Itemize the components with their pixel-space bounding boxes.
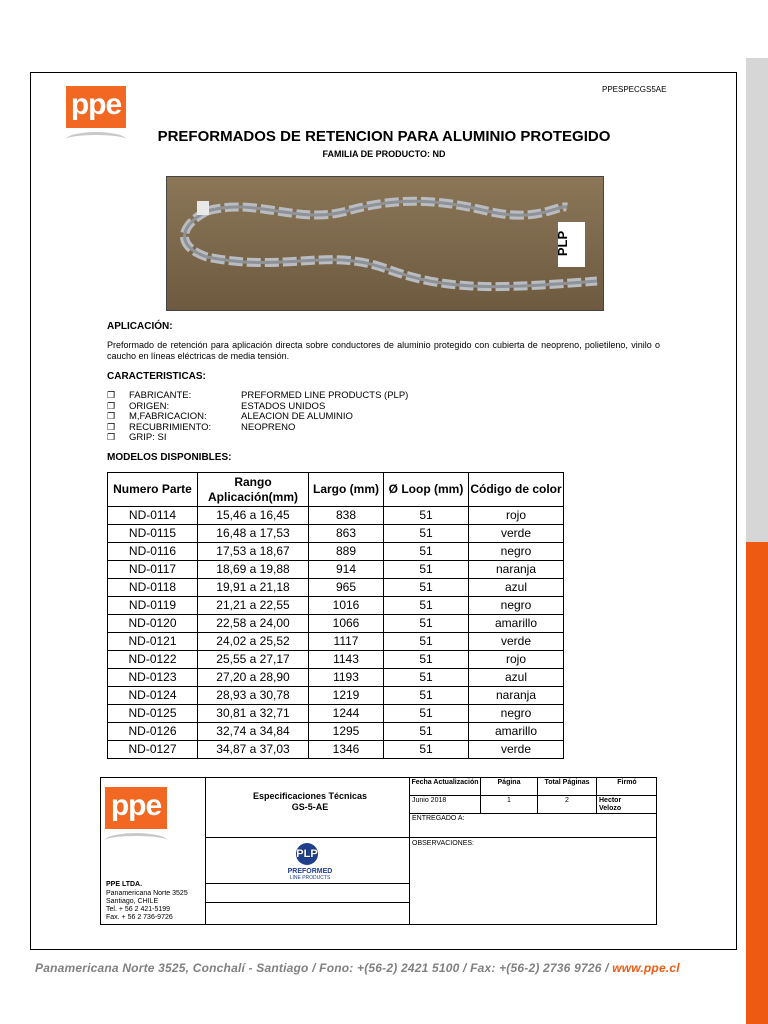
table-cell: 21,21 a 22,55 (198, 597, 309, 615)
table-row (108, 669, 564, 687)
column-header: Numero Parte (108, 473, 198, 507)
table-row (108, 615, 564, 633)
table-cell: amarillo (469, 615, 564, 633)
table-cell: ND-0120 (108, 615, 198, 633)
column-header: Ø Loop (mm) (384, 473, 469, 507)
table-cell: 51 (384, 669, 469, 687)
table-cell: naranja (469, 687, 564, 705)
table-cell: ND-0117 (108, 561, 198, 579)
table-cell: 838 (309, 507, 384, 525)
table-cell: 1193 (309, 669, 384, 687)
table-row (108, 579, 564, 597)
table-row (108, 687, 564, 705)
table-header-row (108, 473, 564, 507)
table-cell: 51 (384, 543, 469, 561)
footer-ppe-logo-text: ppe (110, 789, 162, 822)
footer-col-fecha: Fecha Actualización (411, 779, 479, 786)
table-cell: 1244 (309, 705, 384, 723)
column-header: Largo (mm) (309, 473, 384, 507)
table-cell: 51 (384, 579, 469, 597)
plp-logo-text: PLP (296, 848, 318, 860)
page-title: PREFORMADOS DE RETENCION PARA ALUMINIO PROTEGIDO (157, 128, 611, 145)
plp-tag-text: PLP (555, 230, 571, 257)
table-cell: ND-0125 (108, 705, 198, 723)
table-cell: ND-0126 (108, 723, 198, 741)
table-cell: 51 (384, 561, 469, 579)
table-cell: 51 (384, 687, 469, 705)
table-cell: 27,20 a 28,90 (198, 669, 309, 687)
table-cell: 25,55 a 27,17 (198, 651, 309, 669)
table-cell: verde (469, 633, 564, 651)
table-cell: verde (469, 741, 564, 759)
table-row (108, 633, 564, 651)
plp-caption-2: LINE PRODUCTS (289, 875, 331, 881)
table-cell: 17,53 a 18,67 (198, 543, 309, 561)
table-cell: amarillo (469, 723, 564, 741)
table-cell: verde (469, 525, 564, 543)
footer-col-pagina: Página (497, 779, 521, 786)
checkbox-bullet-icon (107, 423, 116, 432)
table-cell: ND-0114 (108, 507, 198, 525)
footer-col-total: Total Páginas (544, 779, 590, 786)
footer-total: 2 (565, 797, 569, 804)
models-heading: MODELOS DISPONIBLES: (107, 452, 232, 463)
table-cell: 32,74 a 34,84 (198, 723, 309, 741)
table-cell: 1066 (309, 615, 384, 633)
footer-observaciones: OBSERVACIONES: (412, 840, 474, 847)
ppe-logo-text: ppe (70, 88, 122, 121)
table-row (108, 741, 564, 759)
table-cell: negro (469, 705, 564, 723)
column-header: Rango Aplicación(mm) (198, 473, 309, 507)
table-cell: 24,02 a 25,52 (198, 633, 309, 651)
helical-retention-image (167, 177, 603, 310)
table-cell: azul (469, 669, 564, 687)
table-cell: 51 (384, 651, 469, 669)
models-table-body (108, 507, 564, 759)
table-cell: 863 (309, 525, 384, 543)
table-cell: 30,81 a 32,71 (198, 705, 309, 723)
checkbox-bullet-icon (107, 433, 116, 442)
table-cell: naranja (469, 561, 564, 579)
table-cell: azul (469, 579, 564, 597)
table-cell: 889 (309, 543, 384, 561)
company-address: Panamericana Norte 3525 Santiago, CHILE Tel. + 56 2 421-5199 Fax. + 56 2 736-9726 (106, 890, 188, 921)
characteristics-heading: CARACTERISTICAS: (107, 371, 206, 382)
table-cell: ND-0119 (108, 597, 198, 615)
table-cell: 1295 (309, 723, 384, 741)
table-cell: 51 (384, 705, 469, 723)
table-row (108, 507, 564, 525)
table-cell: ND-0115 (108, 525, 198, 543)
sidebar-orange-strip (746, 542, 768, 1024)
footer-col-firmo: Firmó (617, 779, 637, 786)
table-cell: 51 (384, 723, 469, 741)
application-text: Preformado de retención para aplicación directa sobre conductores de aluminio protegido con cubierta de neopreno, polietileno, vinilo o caucho en líneas eléctricas de media tensión. (107, 340, 660, 361)
table-cell: 51 (384, 615, 469, 633)
application-heading: APLICACIÓN: (107, 321, 173, 332)
contact-address: Panamericana Norte 3525, Conchalí - Santiago / Fono: +(56-2) 2421 5100 / Fax: +(56-2) 2736 9726 / (35, 961, 613, 975)
product-photo (166, 176, 604, 311)
table-cell: 1346 (309, 741, 384, 759)
table-cell: 16,48 a 17,53 (198, 525, 309, 543)
footer-entregado: ENTREGADO A: (412, 815, 465, 822)
table-cell: ND-0122 (108, 651, 198, 669)
checkbox-bullet-icon (107, 412, 116, 421)
table-row (108, 543, 564, 561)
table-cell: 51 (384, 633, 469, 651)
plp-tag (555, 222, 585, 267)
characteristic-item: ❒ FABRICANTE: PREFORMED LINE PRODUCTS (PLP) (107, 391, 408, 402)
footer-spec-code: GS-5-AE (291, 802, 329, 812)
table-cell: 1016 (309, 597, 384, 615)
table-cell: 15,46 a 16,45 (198, 507, 309, 525)
table-cell: ND-0127 (108, 741, 198, 759)
footer-blank-cell-1 (205, 883, 410, 903)
footer-firmo: Hector Velozo (599, 797, 622, 812)
table-cell: 51 (384, 525, 469, 543)
checkbox-bullet-icon (107, 391, 116, 400)
table-row (108, 561, 564, 579)
plp-caption-1: PREFORMED (287, 868, 333, 875)
table-cell: negro (469, 597, 564, 615)
table-cell: rojo (469, 651, 564, 669)
table-cell: ND-0116 (108, 543, 198, 561)
models-table (107, 472, 564, 759)
table-cell: 28,93 a 30,78 (198, 687, 309, 705)
bottom-contact-line (35, 961, 680, 975)
table-cell: 1117 (309, 633, 384, 651)
document-code: PPESPECGS5AE (602, 85, 667, 94)
table-cell: rojo (469, 507, 564, 525)
footer-pagina: 1 (507, 797, 511, 804)
footer-blank-cell-2 (205, 902, 410, 925)
table-cell: 19,91 a 21,18 (198, 579, 309, 597)
table-row (108, 705, 564, 723)
table-cell: 22,58 a 24,00 (198, 615, 309, 633)
table-row (108, 651, 564, 669)
table-cell: ND-0123 (108, 669, 198, 687)
table-cell: ND-0121 (108, 633, 198, 651)
company-name: PPE LTDA. (106, 881, 143, 888)
table-cell: 965 (309, 579, 384, 597)
column-header: Código de color (469, 473, 564, 507)
characteristic-item: ❒ ORIGEN: ESTADOS UNIDOS (107, 402, 408, 413)
table-cell: 51 (384, 507, 469, 525)
footer-block (100, 777, 657, 925)
table-cell: 51 (384, 597, 469, 615)
table-row (108, 525, 564, 543)
characteristic-item: ❒ RECUBRIMIENTO: NEOPRENO (107, 423, 408, 434)
checkbox-bullet-icon (107, 402, 116, 411)
website-link[interactable]: www.ppe.cl (612, 961, 680, 975)
page-subtitle: FAMILIA DE PRODUCTO: ND (322, 149, 446, 159)
table-row (108, 597, 564, 615)
table-cell: 914 (309, 561, 384, 579)
footer-ppe-logo (105, 787, 167, 849)
table-cell: 34,87 a 37,03 (198, 741, 309, 759)
table-cell: 18,69 a 19,88 (198, 561, 309, 579)
characteristic-item: ❒ M,FABRICACION: ALEACION DE ALUMINIO (107, 412, 408, 423)
characteristic-item: ❒ GRIP: SI (107, 433, 408, 444)
table-cell: ND-0118 (108, 579, 198, 597)
footer-observaciones-cell (409, 837, 657, 925)
footer-spec-title: Especificaciones Técnicas (252, 791, 368, 801)
table-cell: 1143 (309, 651, 384, 669)
table-row (108, 723, 564, 741)
characteristics-list (107, 391, 408, 444)
table-cell: 51 (384, 741, 469, 759)
plp-logo (288, 843, 328, 869)
table-cell: ND-0124 (108, 687, 198, 705)
table-cell: negro (469, 543, 564, 561)
footer-fecha: Junio 2018 (412, 797, 447, 804)
table-cell: 1219 (309, 687, 384, 705)
